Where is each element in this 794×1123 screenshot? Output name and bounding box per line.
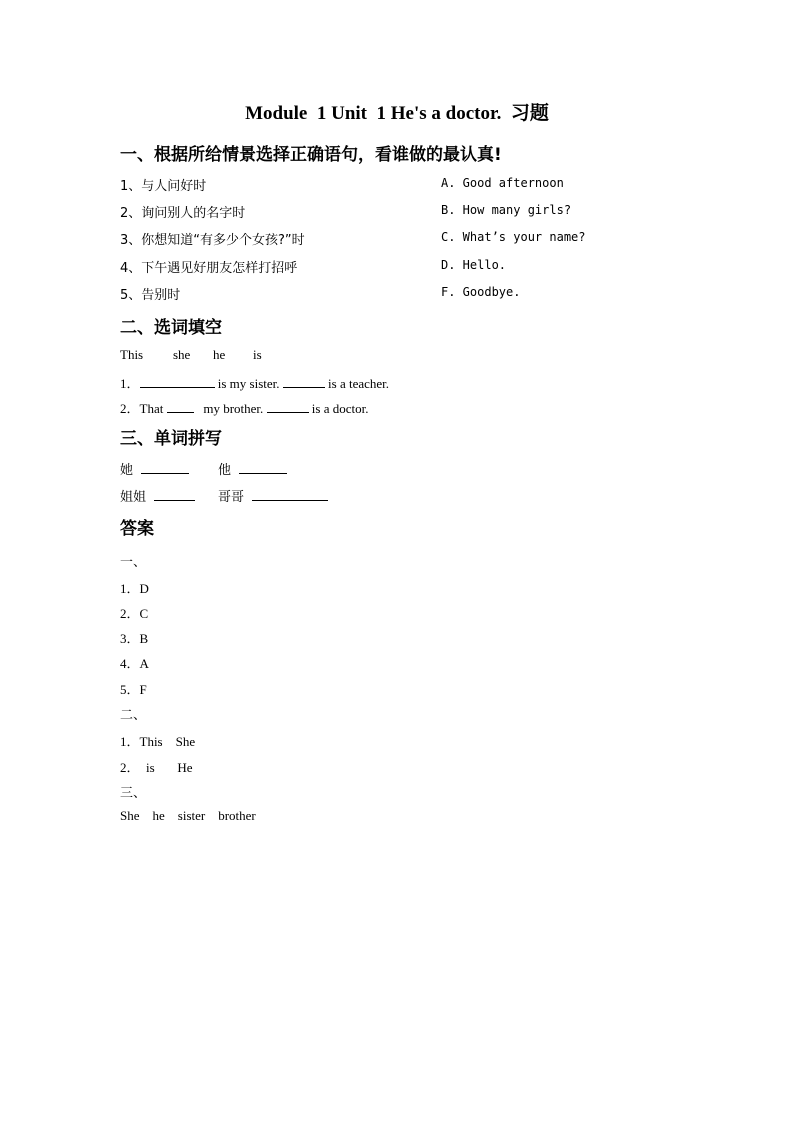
answer-1-4: 4．A <box>120 656 149 671</box>
answers-part-1-label: 一、 <box>120 555 147 570</box>
blank-2b[interactable] <box>267 400 309 413</box>
question-2: 2、询问别人的名字时 <box>120 206 246 221</box>
fill-question-1 <box>120 373 389 392</box>
option-d: D. Hello. <box>441 258 507 272</box>
spelling-he-label: 他 <box>218 463 232 478</box>
answers-part-3-label: 三、 <box>120 786 147 801</box>
option-f: F. Goodbye. <box>441 285 521 299</box>
answer-2-1: 1．This She <box>120 734 196 749</box>
question-5: 5、告别时 <box>120 288 181 303</box>
word-bank-this: This <box>120 347 144 362</box>
word-bank-is: is <box>253 347 262 362</box>
answer-1-5: 5．F <box>120 682 147 697</box>
section-3-heading: 三、单词拼写 <box>120 429 222 449</box>
option-b: B. How many girls? <box>441 203 572 217</box>
answer-3: She he sister brother <box>120 808 256 823</box>
fill-question-2-text-c: is a doctor. <box>311 401 369 416</box>
answer-1-1: 1．D <box>120 581 149 596</box>
section-2-heading: 二、选词填空 <box>120 318 222 338</box>
spelling-she <box>120 459 189 478</box>
blank-1b[interactable] <box>283 375 325 388</box>
blank-1a[interactable] <box>140 375 215 388</box>
answers-heading: 答案 <box>120 519 154 539</box>
word-bank-he: he <box>213 347 226 362</box>
fill-question-2-text-b: my brother. <box>203 401 264 416</box>
fill-question-1-number: 1． <box>120 376 140 391</box>
option-a: A. Good afternoon <box>441 176 564 190</box>
answer-1-3: 3．B <box>120 631 149 646</box>
blank-she[interactable] <box>141 461 189 474</box>
fill-question-2-text-a: That <box>139 401 164 416</box>
fill-question-2 <box>120 398 368 417</box>
question-3: 3、你想知道“有多少个女孩?”时 <box>120 233 305 248</box>
spelling-sister <box>120 486 195 505</box>
spelling-brother-label: 哥哥 <box>218 490 245 505</box>
answer-1-2: 2．C <box>120 606 149 621</box>
spelling-she-label: 她 <box>120 463 134 478</box>
spelling-he <box>218 459 287 478</box>
answer-2-2: 2． is He <box>120 760 193 775</box>
option-c: C. What’s your name? <box>441 230 586 244</box>
section-1-heading: 一、根据所给情景选择正确语句，看谁做的最认真! <box>120 145 502 165</box>
fill-question-2-number: 2． <box>120 401 140 416</box>
page-title: Module 1 Unit 1 He's a doctor. 习题 <box>245 103 549 124</box>
blank-brother[interactable] <box>252 488 328 501</box>
spelling-brother <box>218 486 328 505</box>
spelling-sister-label: 姐姐 <box>120 490 147 505</box>
blank-he[interactable] <box>239 461 287 474</box>
word-bank-she: she <box>173 347 191 362</box>
question-1: 1、与人问好时 <box>120 179 207 194</box>
question-4: 4、下午遇见好朋友怎样打招呼 <box>120 261 298 276</box>
blank-2a[interactable] <box>167 400 194 413</box>
answers-part-2-label: 二、 <box>120 708 147 723</box>
fill-question-1-text-a: is my sister. <box>217 376 280 391</box>
fill-question-1-text-b: is a teacher. <box>328 376 390 391</box>
blank-sister[interactable] <box>154 488 195 501</box>
